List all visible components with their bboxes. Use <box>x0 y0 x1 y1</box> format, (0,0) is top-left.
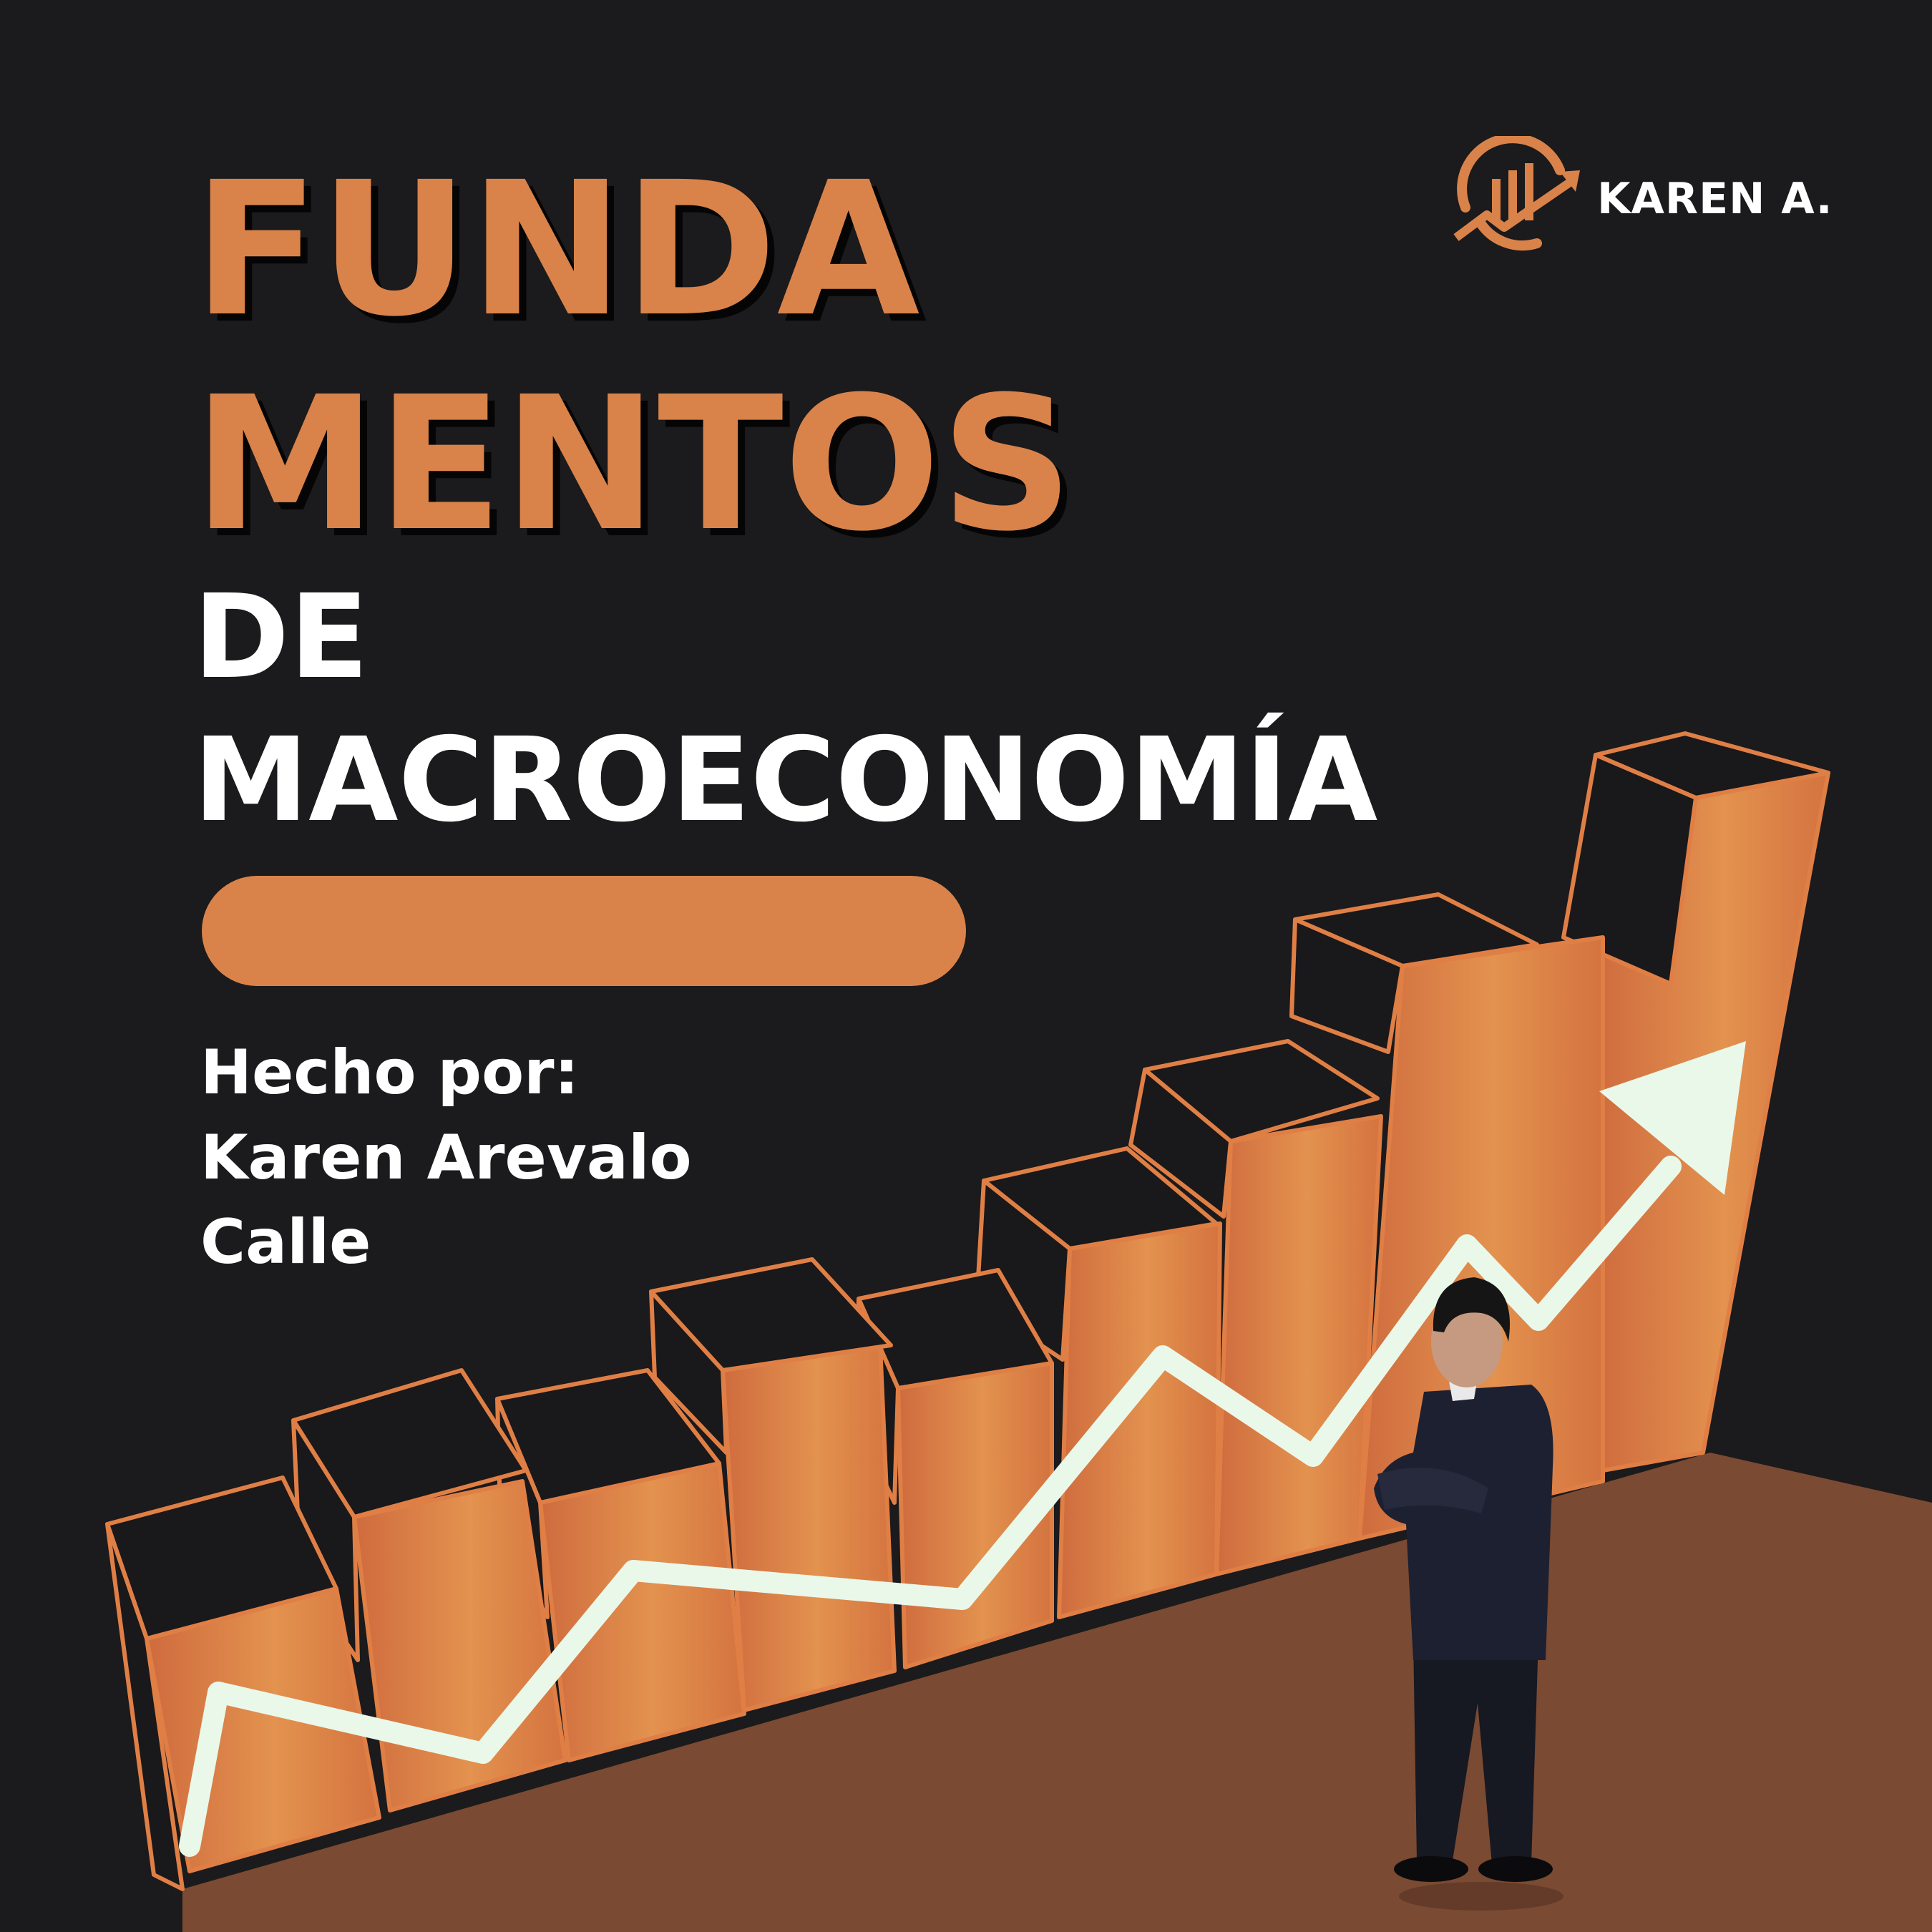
brand <box>1453 136 1833 261</box>
title-line-3: DE <box>193 570 369 705</box>
title-line-4: MACROECONOMÍA <box>193 713 1378 848</box>
author-label: Hecho por: <box>200 1037 579 1108</box>
growth-chart-logo-icon <box>1453 136 1581 261</box>
accent-pill <box>202 876 966 986</box>
title-line-1: FUNDA <box>193 142 920 357</box>
author-name-line-1: Karen Arevalo <box>200 1121 692 1194</box>
author-block <box>200 1030 692 1285</box>
author-name-line-2: Calle <box>200 1206 371 1279</box>
title-line-2: MENTOS <box>193 357 1074 572</box>
brand-name: KAREN A. <box>1597 173 1833 224</box>
